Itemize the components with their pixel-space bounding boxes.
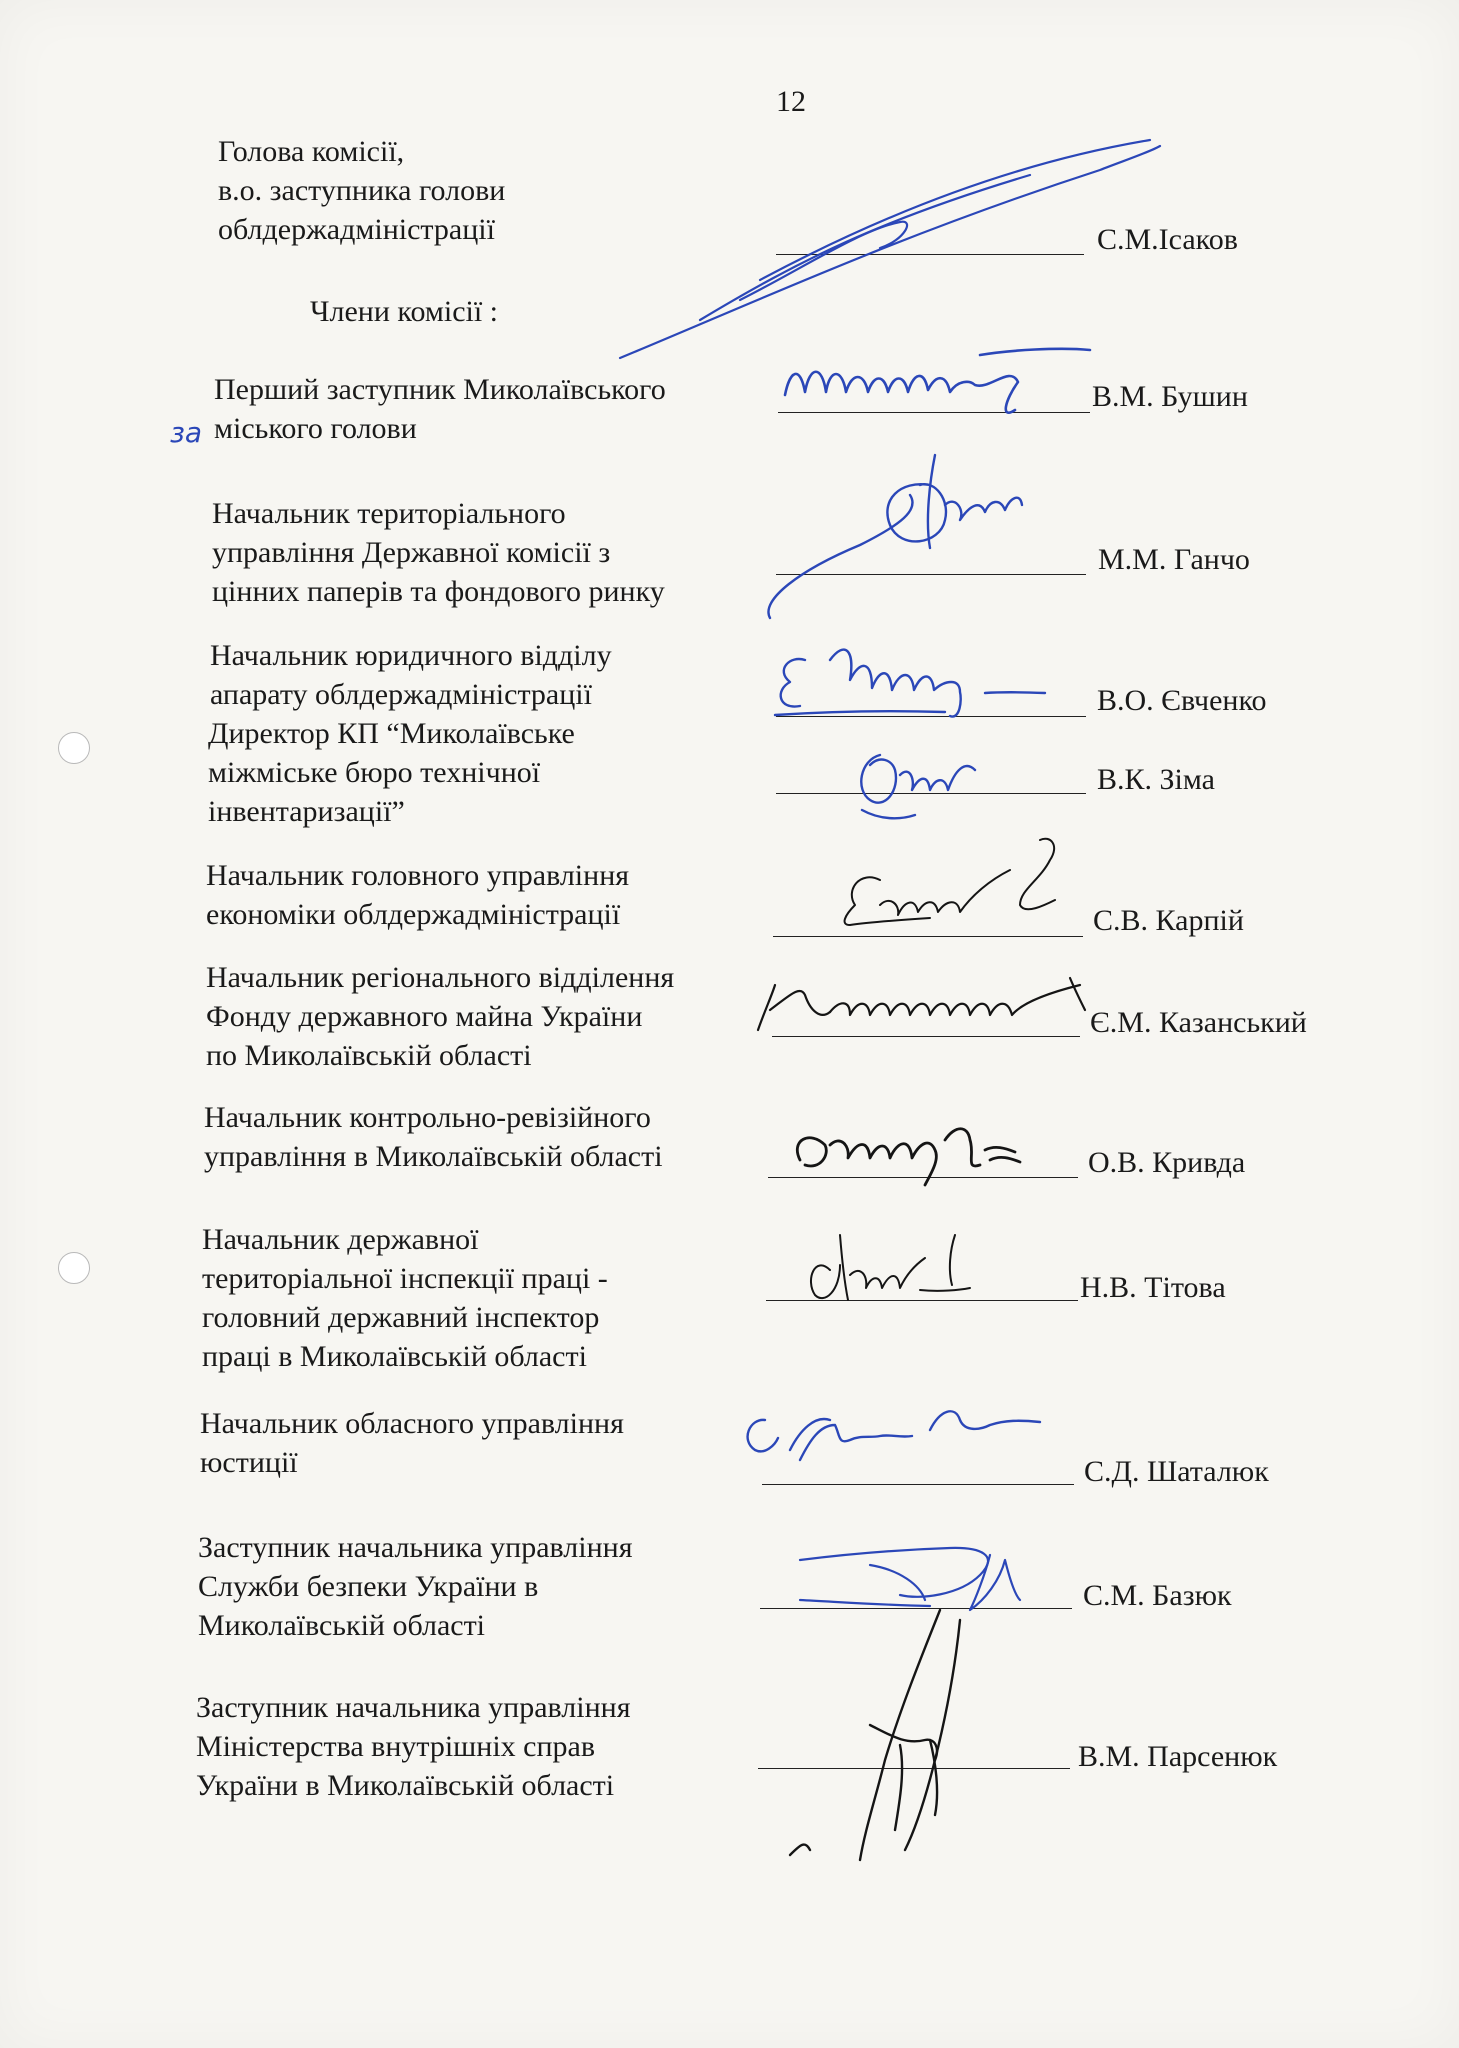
position-line: Заступник начальника управління <box>196 1691 631 1724</box>
punch-hole <box>58 1252 90 1284</box>
position-line: Начальник територіального <box>212 497 566 530</box>
position-line: міського голови <box>214 412 417 445</box>
position-line: територіальної інспекції праці - <box>202 1262 608 1295</box>
position-line: Фонду державного майна України <box>206 1000 643 1033</box>
position-line: облдержадміністрації <box>218 213 495 246</box>
position-line: Служби безпеки України в <box>198 1570 539 1603</box>
signature-line <box>758 1768 1070 1769</box>
signature-line <box>776 254 1084 255</box>
signatory-name: С.В. Карпій <box>1093 904 1244 937</box>
position-line: міжміське бюро технічної <box>208 756 541 789</box>
position-line: Начальник контрольно-ревізійного <box>204 1101 651 1134</box>
signatory-name: Н.В. Тітова <box>1080 1271 1226 1304</box>
position-line: Голова комісії, <box>218 135 405 168</box>
signatory-name: С.М. Базюк <box>1083 1579 1232 1612</box>
signature-karpii <box>845 839 1055 925</box>
position-line: Начальник юридичного відділу <box>210 639 612 672</box>
signature-line <box>776 793 1086 794</box>
position-line: Перший заступник Миколаївського <box>214 373 666 406</box>
position-line: апарату облдержадміністрації <box>210 678 592 711</box>
position-line: управління в Миколаївській області <box>204 1140 663 1173</box>
signature-line <box>773 936 1083 937</box>
signatory-name: В.М. Парсенюк <box>1078 1740 1278 1773</box>
signatory-name: С.М.Ісаков <box>1097 223 1238 256</box>
position-line: Начальник головного управління <box>206 859 630 892</box>
position-line: Миколаївській області <box>198 1609 486 1642</box>
handwritten-note-za <box>170 416 202 449</box>
page-number: 12 <box>776 85 806 118</box>
signatory-name: В.М. Бушин <box>1092 380 1248 413</box>
signature-line <box>778 412 1090 413</box>
signature-line <box>776 574 1086 575</box>
position-line: праці в Миколаївській області <box>202 1340 587 1373</box>
signature-shataliuk <box>748 1411 1040 1460</box>
position-line: Міністерства внутрішніх справ <box>196 1730 596 1763</box>
signature-baziuk <box>800 1548 1020 1610</box>
position-line: управління Державної комісії з <box>212 536 611 569</box>
signatory-name: О.В. Кривда <box>1088 1146 1246 1179</box>
signature-line <box>760 1608 1072 1609</box>
signatory-name: В.О. Євченко <box>1097 684 1267 717</box>
signature-line <box>762 1484 1074 1485</box>
signature-line <box>768 1177 1078 1178</box>
signature-zima <box>861 755 975 818</box>
position-line: цінних паперів та фондового ринку <box>212 575 665 608</box>
position-line: по Миколаївській області <box>206 1039 532 1072</box>
position-line: Директор КП “Миколаївське <box>208 717 575 750</box>
position-line: Начальник регіонального відділення <box>206 961 675 994</box>
handwritten-note: за <box>170 416 203 449</box>
signature-line <box>776 716 1086 717</box>
signature-line <box>766 1300 1078 1301</box>
signature-hancho <box>768 455 1022 618</box>
position-line: економіки облдержадміністрації <box>206 898 621 931</box>
position-line: Заступник начальника управління <box>198 1531 633 1564</box>
signature-isakov <box>620 140 1160 358</box>
position-line: Начальник обласного управління <box>200 1407 624 1440</box>
position-line: Начальник державної <box>202 1223 479 1256</box>
position-line: юстиції <box>200 1446 298 1479</box>
signature-bushyn <box>785 349 1090 413</box>
members-heading: Члени комісії : <box>310 295 499 328</box>
signatory-name: Є.М. Казанський <box>1090 1006 1307 1039</box>
position-line: в.о. заступника голови <box>218 174 506 207</box>
signatory-name: С.Д. Шаталюк <box>1084 1455 1269 1488</box>
signatory-name: В.К. Зіма <box>1097 763 1215 796</box>
position-line: головний державний інспектор <box>202 1301 600 1334</box>
signature-kazanskyi <box>758 978 1085 1030</box>
position-line: України в Миколаївській області <box>196 1769 615 1802</box>
signature-line <box>772 1036 1080 1037</box>
signatory-name: М.М. Ганчо <box>1098 543 1250 576</box>
signature-titova <box>811 1235 970 1300</box>
signature-yevchenko <box>775 650 1045 717</box>
position-line: інвентаризації” <box>208 795 405 828</box>
punch-hole <box>58 732 90 764</box>
signature-parseniuk <box>790 1610 960 1860</box>
